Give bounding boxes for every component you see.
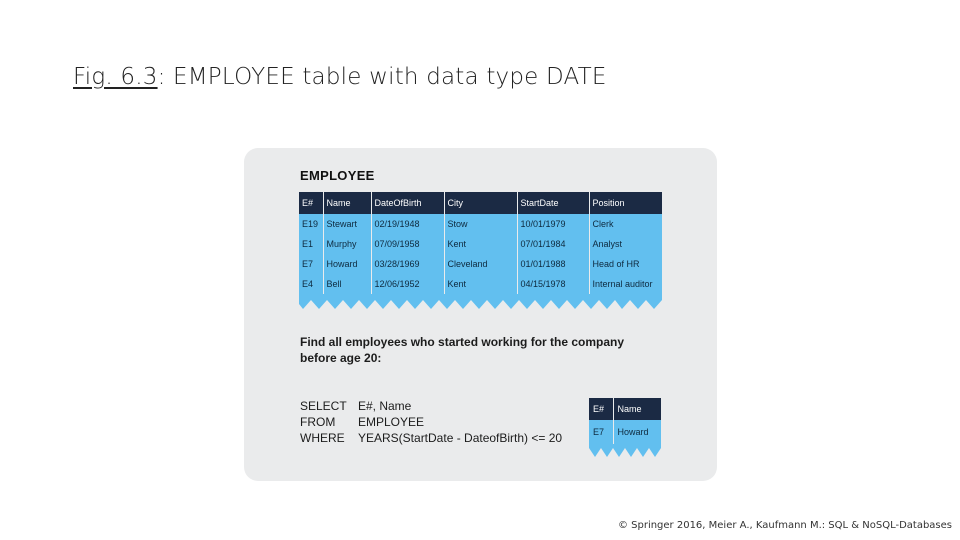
cell-emp-id: E4 (299, 274, 323, 294)
cell-position: Internal auditor (589, 274, 662, 294)
header-city: City (444, 192, 517, 214)
result-table-torn-edge (589, 444, 661, 462)
cell-date-of-birth: 02/19/1948 (371, 214, 444, 234)
cell-city: Stow (444, 214, 517, 234)
employee-table-title: EMPLOYEE (300, 168, 375, 183)
header-date-of-birth: DateOfBirth (371, 192, 444, 214)
cell-name: Bell (323, 274, 371, 294)
sql-keyword: FROM (300, 415, 336, 429)
sql-line (300, 430, 562, 446)
employee-table-header-row (299, 192, 662, 214)
slide-title (73, 64, 607, 90)
result-header-emp-id: E# (589, 398, 613, 420)
header-start-date: StartDate (517, 192, 589, 214)
cell-start-date: 07/01/1984 (517, 234, 589, 254)
cell-name: Stewart (323, 214, 371, 234)
figure-reference: Fig. 6.3 (73, 64, 158, 90)
cell-position: Clerk (589, 214, 662, 234)
cell-start-date: 04/15/1978 (517, 274, 589, 294)
sql-keyword: WHERE (300, 431, 345, 445)
employee-table-torn-edge (299, 294, 662, 314)
cell-date-of-birth: 03/28/1969 (371, 254, 444, 274)
title-text: : EMPLOYEE table with data type DATE (157, 64, 607, 90)
employee-table (299, 192, 662, 294)
sql-line (300, 414, 562, 430)
cell-date-of-birth: 12/06/1952 (371, 274, 444, 294)
header-position: Position (589, 192, 662, 214)
sql-keyword: SELECT (300, 399, 347, 413)
cell-name: Murphy (323, 234, 371, 254)
result-cell-emp-id: E7 (589, 420, 613, 444)
sql-line (300, 398, 562, 414)
result-table (589, 398, 661, 444)
cell-city: Kent (444, 274, 517, 294)
header-name: Name (323, 192, 371, 214)
cell-start-date: 01/01/1988 (517, 254, 589, 274)
cell-start-date: 10/01/1979 (517, 214, 589, 234)
sql-clause: EMPLOYEE (358, 415, 425, 429)
sql-query (300, 398, 562, 446)
table-row (299, 214, 662, 234)
copyright-footer: © Springer 2016, Meier A., Kaufmann M.: SQL & NoSQL-Databases (617, 520, 952, 531)
figure-panel (244, 148, 717, 481)
result-header-name: Name (613, 398, 661, 420)
table-row (589, 420, 661, 444)
table-row (299, 274, 662, 294)
sql-clause: E#, Name (358, 399, 412, 413)
header-emp-id: E# (299, 192, 323, 214)
cell-city: Cleveland (444, 254, 517, 274)
cell-position: Head of HR (589, 254, 662, 274)
table-row (299, 254, 662, 274)
result-cell-name: Howard (613, 420, 661, 444)
cell-emp-id: E1 (299, 234, 323, 254)
sql-clause: YEARS(StartDate - DateofBirth) <= 20 (358, 431, 563, 445)
cell-position: Analyst (589, 234, 662, 254)
cell-emp-id: E7 (299, 254, 323, 274)
query-question: Find all employees who started working for the company before age 20: (300, 335, 625, 365)
cell-city: Kent (444, 234, 517, 254)
cell-emp-id: E19 (299, 214, 323, 234)
cell-name: Howard (323, 254, 371, 274)
cell-date-of-birth: 07/09/1958 (371, 234, 444, 254)
table-row (299, 234, 662, 254)
result-header-row (589, 398, 661, 420)
